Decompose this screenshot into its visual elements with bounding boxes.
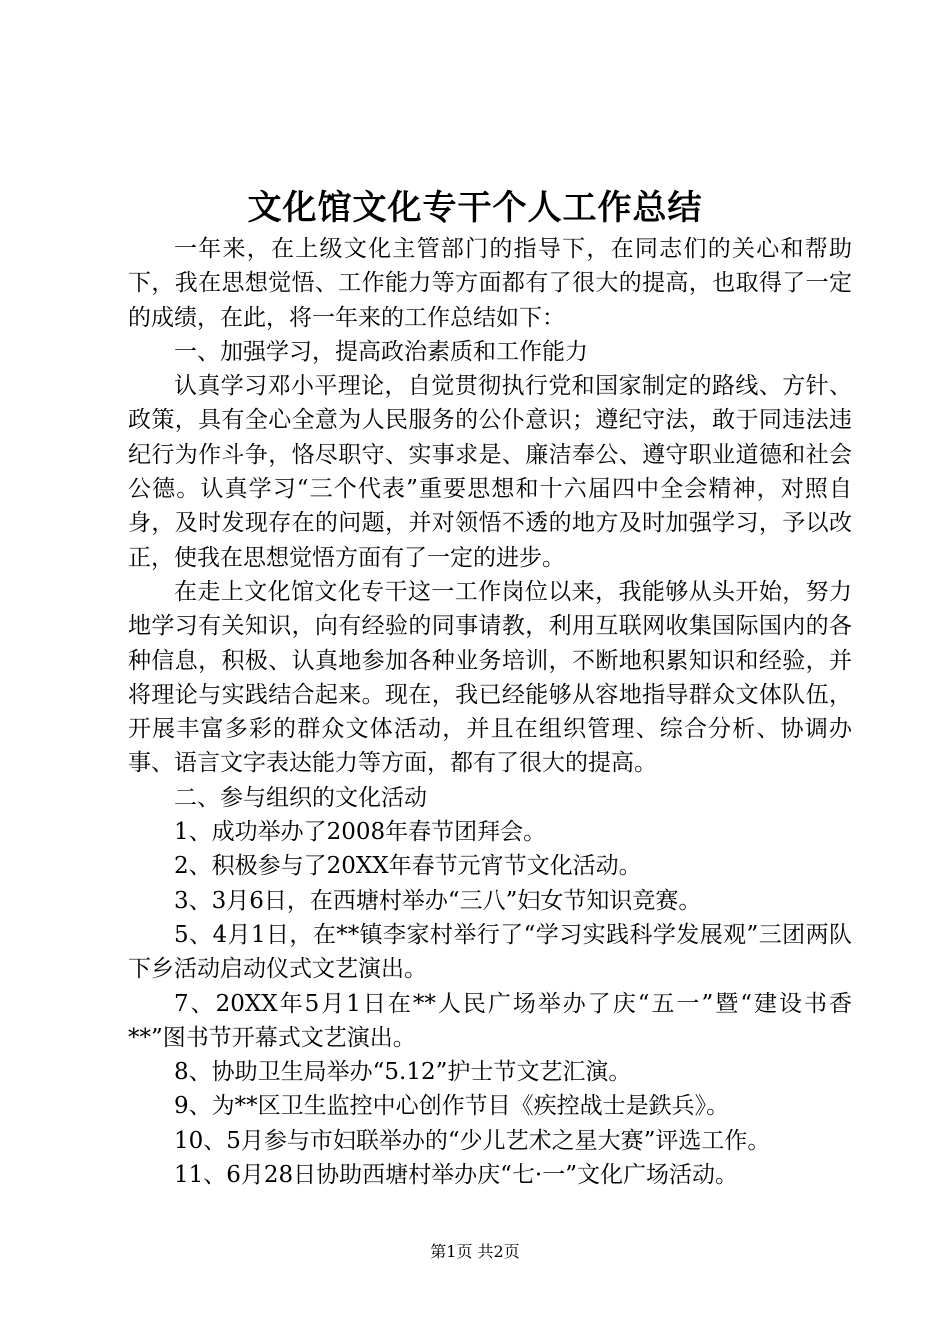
list-item: 11、6月28日协助西塘村举办庆“七·一”文化广场活动。	[174, 1162, 738, 1189]
list-item: 9、为**区卫生监控中心创作节目《疾控战士是鉄兵》。	[174, 1093, 730, 1120]
list-item: 7、20XX年5月1日在**人民广场举办了庆“五一”暨“建设书香**”图书节开幕式文艺演出。	[128, 990, 852, 1051]
section-heading-1: 一、加强学习，提高政治素质和工作能力	[174, 338, 588, 365]
document-title: 文化馆文化专干个人工作总结	[247, 188, 703, 228]
page-footer: 第1页 共2页	[430, 1242, 520, 1261]
list-item: 5、4月1日，在**镇李家村举行了“学习实践科学发展观”三团两队下乡活动启动仪式文艺演出。	[128, 921, 852, 983]
list-item: 10、5月参与市妇联举办的“少儿艺术之星大赛”评选工作。	[174, 1127, 771, 1154]
body-paragraph: 在走上文化馆文化专干这一工作岗位以来，我能够从头开始，努力地学习有关知识，向有经验的同事请教，利用互联网收集国际国内的各种信息，积极、认真地参加各种业务培训，不断地积累知识和经验，并将理论与实践结合起来。现在，我已经能够从容地指导群众文体队伍，开展丰富多彩的群众文体活动，并且在组织管理、综合分析、协调办事、语言文字表达能力等方面，都有了很大的提高。	[128, 578, 852, 777]
intro-paragraph: 一年来，在上级文化主管部门的指导下，在同志们的关心和帮助下，我在思想觉悟、工作能力等方面都有了很大的提高，也取得了一定的成绩，在此，将一年来的工作总结如下：	[128, 236, 852, 331]
list-item: 8、协助卫生局举办“5.12”护士节文艺汇演。	[174, 1059, 632, 1086]
list-item: 2、积极参与了20XX年春节元宵节文化活动。	[174, 853, 642, 880]
body-paragraph: 认真学习邓小平理论，自觉贯彻执行党和国家制定的路线、方针、政策，具有全心全意为人民服务的公仆意识；遵纪守法，敢于同违法违纪行为作斗争，恪尽职守、实事求是、廉洁奉公、遵守职业道德和社会公德。认真学习“三个代表”重要思想和十六届四中全会精神，对照自身，及时发现存在的问题，并对领悟不透的地方及时加强学习，予以改正，使我在思想觉悟方面有了一定的进步。	[128, 373, 852, 571]
section-heading-2: 二、参与组织的文化活动	[174, 784, 427, 811]
list-item: 1、成功举办了2008年春节团拜会。	[174, 819, 547, 846]
list-item: 3、3月6日，在西塘村举办“三八”妇女节知识竞赛。	[174, 887, 702, 914]
document-body	[128, 232, 852, 1192]
